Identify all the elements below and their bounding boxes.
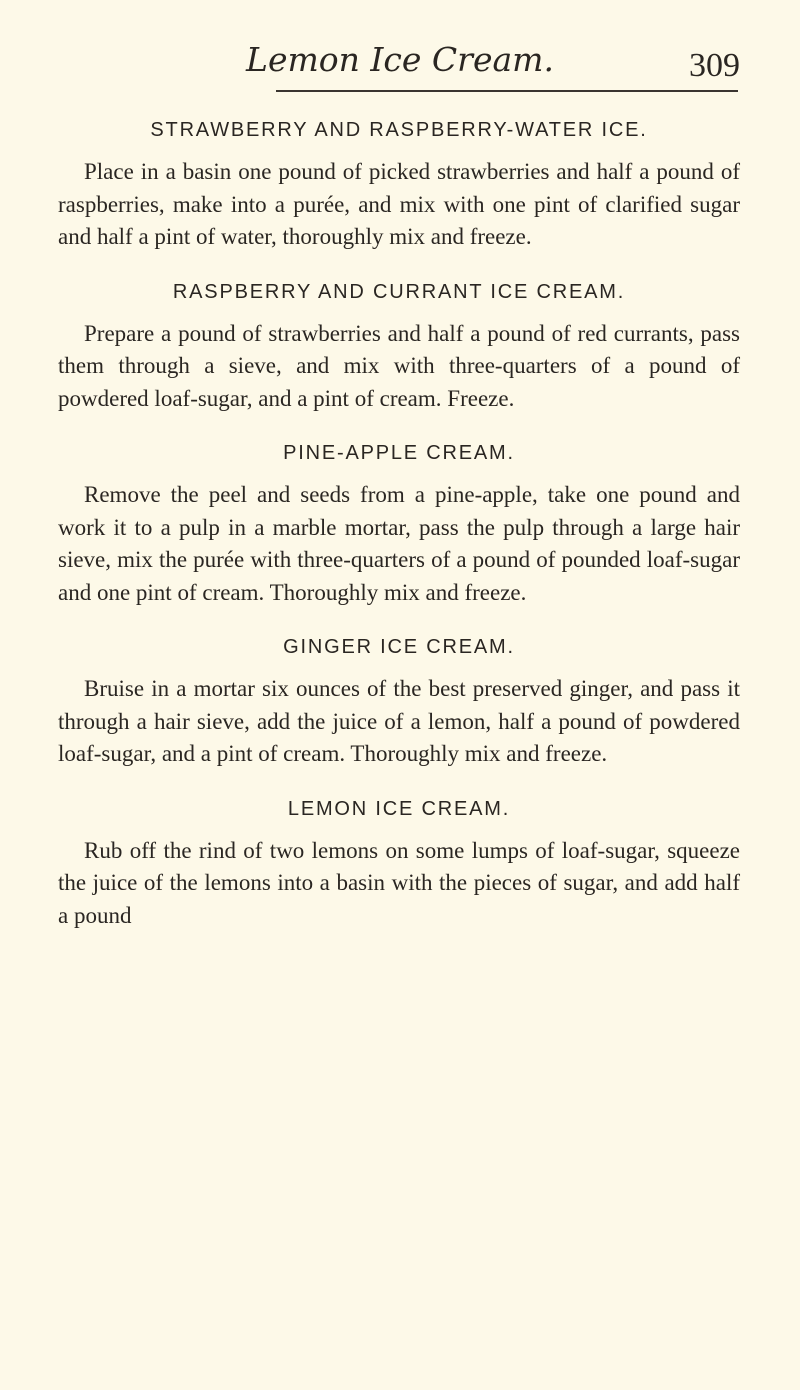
recipe-heading: PINE-APPLE CREAM.	[283, 442, 515, 464]
page-number: 309	[689, 47, 740, 84]
header-rule	[276, 90, 738, 92]
recipe-list	[58, 116, 740, 956]
recipe-heading: STRAWBERRY AND RASPBERRY-WATER ICE.	[150, 119, 648, 141]
running-head-title: Lemon Ice Cream.	[246, 40, 554, 79]
recipe-ginger-ice-cream	[58, 633, 740, 771]
running-head	[0, 22, 800, 92]
recipe-text: Prepare a pound of strawberries and half a pound of red currants, pass them through a sieve, and mix with three-quarters of a pound of powdered loaf-sugar, and a pint of cream. Freeze.	[58, 320, 740, 411]
recipe-heading: RASPBERRY AND CURRANT ICE CREAM.	[172, 280, 626, 303]
recipe-heading: LEMON ICE CREAM.	[287, 797, 511, 820]
recipe-text: Place in a basin one pound of picked strawberries and half a pound of raspberries, make into a purée, and mix with one pint of clarified sugar and half a pint of water, thoroughly mix and freeze.	[58, 159, 740, 249]
recipe-heading: GINGER ICE CREAM.	[283, 636, 515, 658]
recipe-text: Bruise in a mortar six ounces of the best preserved ginger, and pass it through a hair sieve, add the juice of a lemon, half a pound of powdered loaf-sugar, and a pint of cream. Thoroughly mix and freeze.	[58, 676, 740, 766]
recipe-strawberry-raspberry-water-ice	[58, 116, 740, 254]
recipe-raspberry-currant-ice-cream	[58, 278, 740, 416]
recipe-lemon-ice-cream	[58, 795, 740, 933]
recipe-text: Remove the peel and seeds from a pine-apple, take one pound and work it to a pulp in a marble mortar, pass the pulp through a large hair sieve, mix the purée with three-quarters of a pound of pounded loaf-sugar and one pint of cream. Thoroughly mix and freeze.	[58, 482, 740, 605]
recipe-pine-apple-cream	[58, 439, 740, 609]
recipe-text: Rub off the rind of two lemons on some lumps of loaf-sugar, squeeze the juice of the lemons into a basin with the pieces of sugar, and add half a pound	[58, 837, 740, 928]
